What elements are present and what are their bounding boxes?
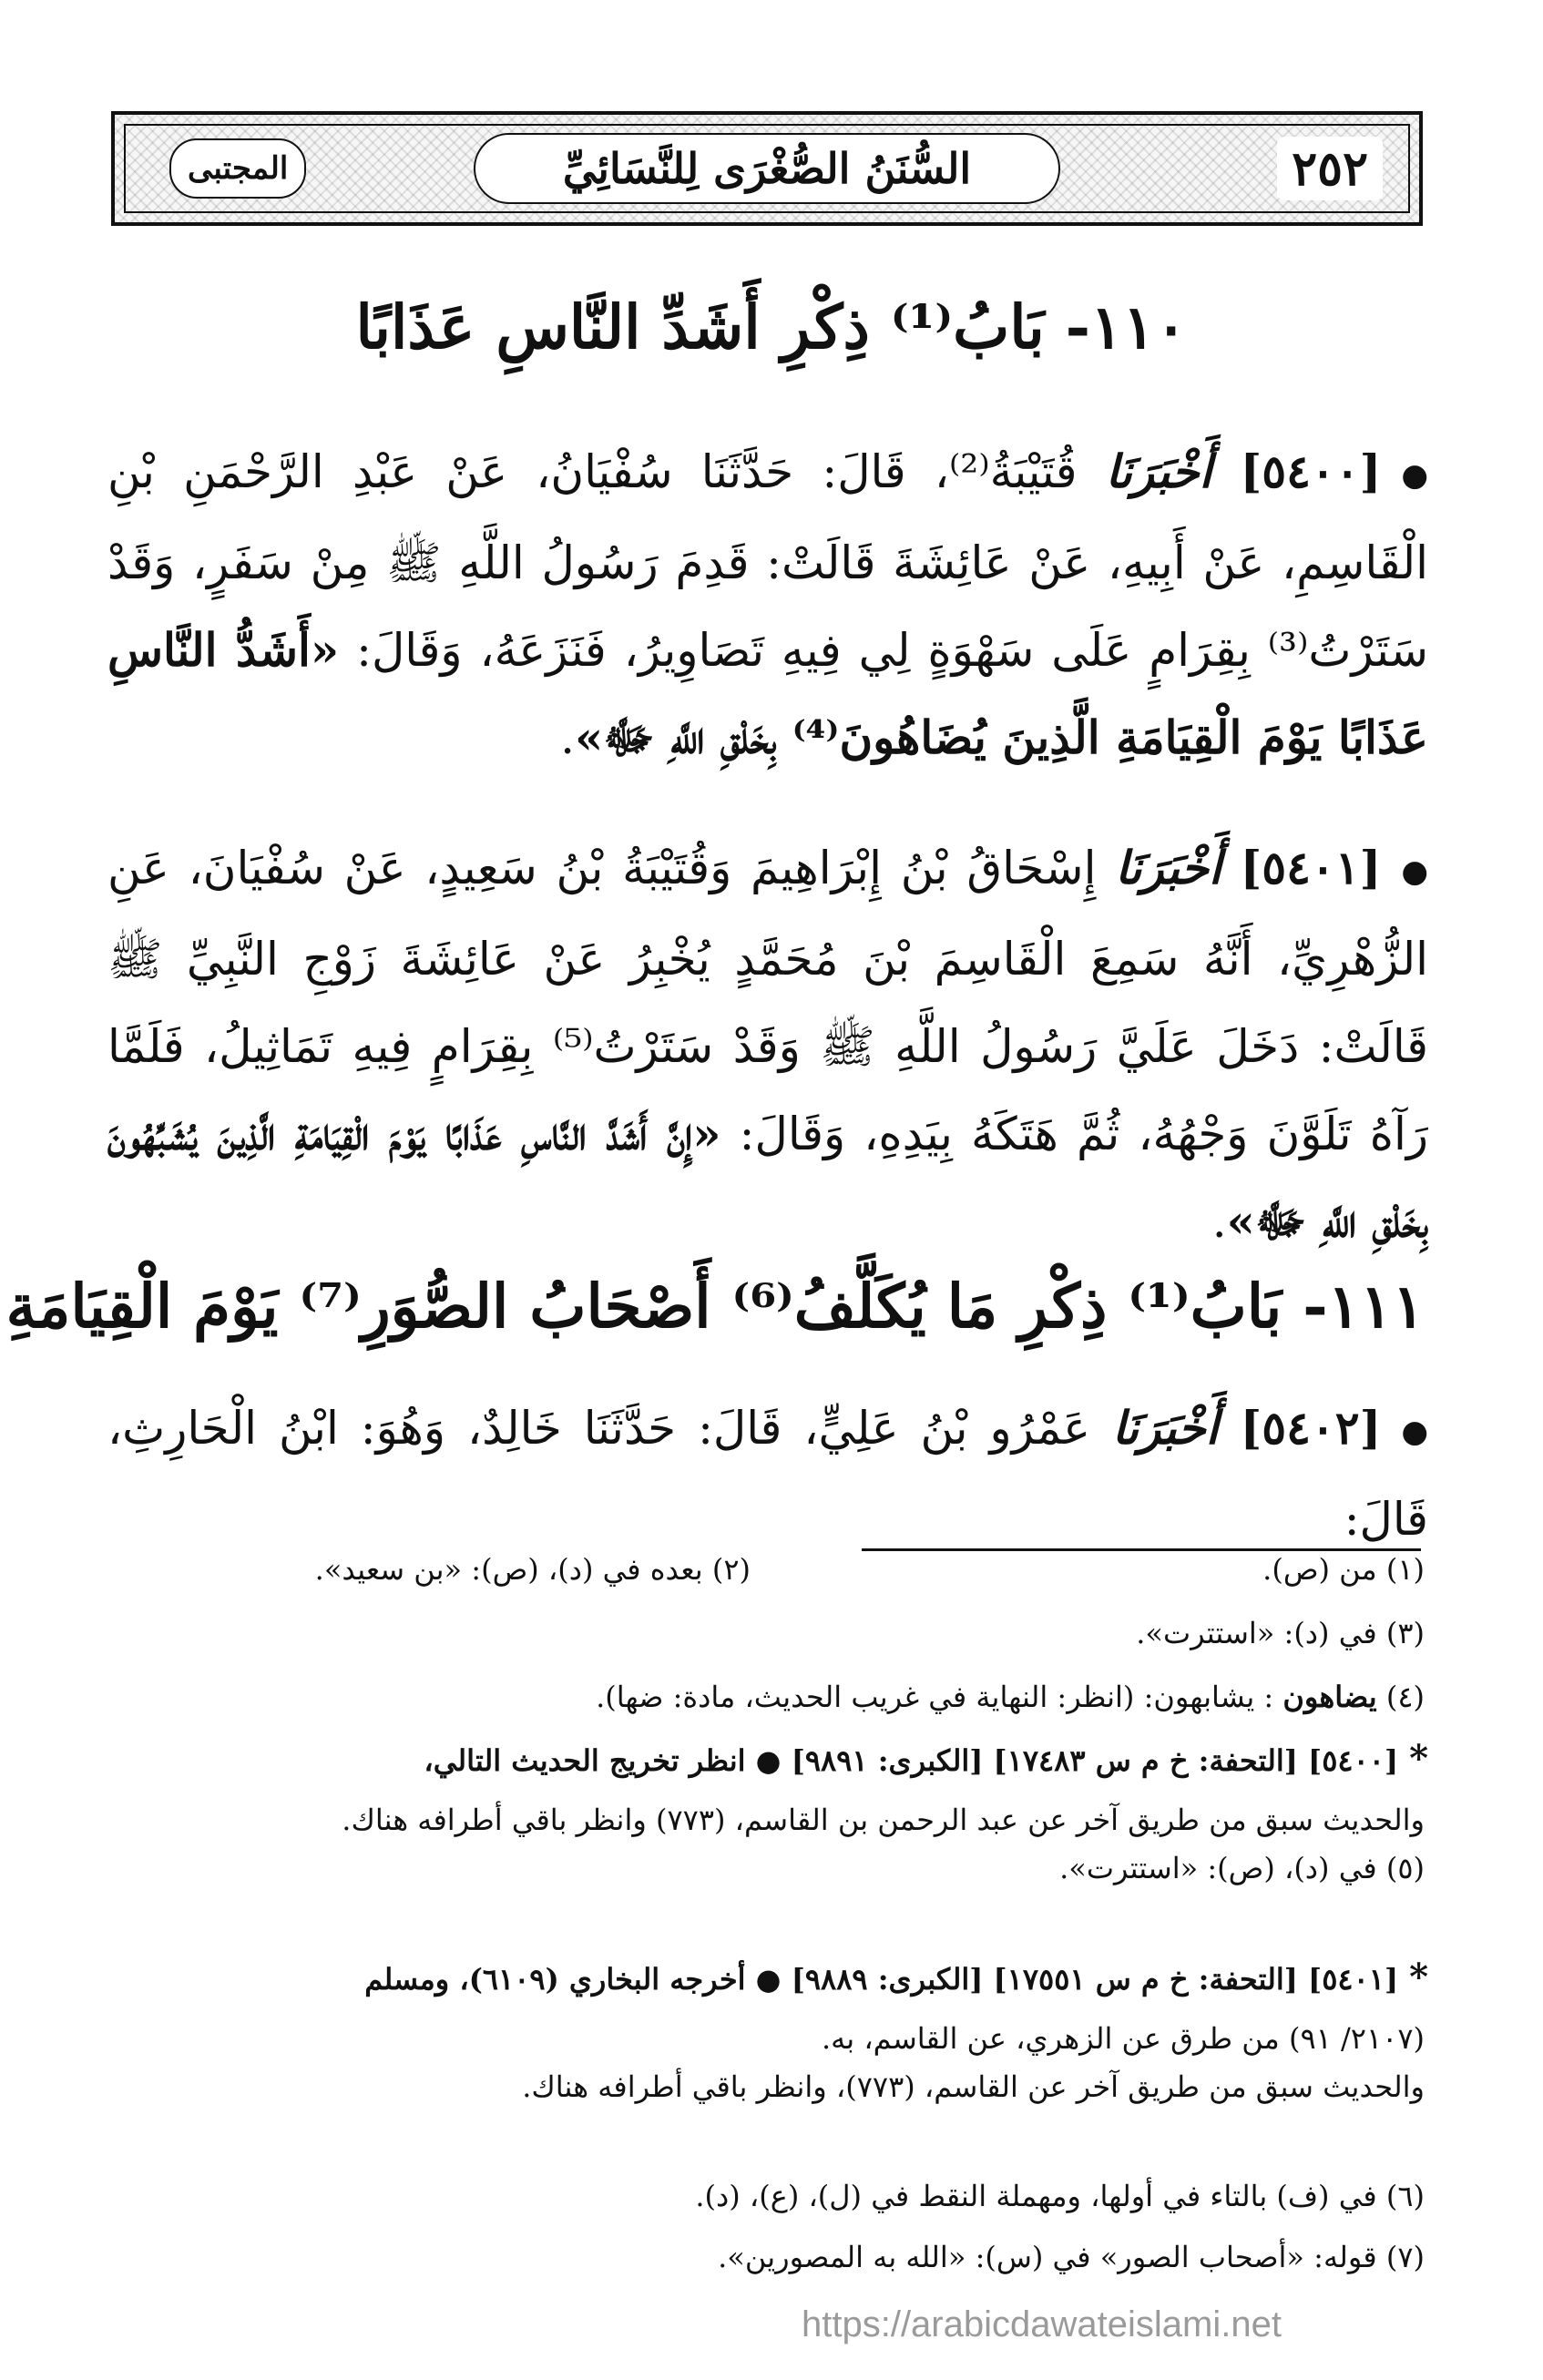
website-watermark: https://arabicdawateislami.net [802, 2304, 1282, 2344]
hadith-matn: «إِنَّ أَشَدَّ النَّاسِ عَذَابًا يَوْمَ الْقِيَامَةِ الَّذِينَ يُشَبِّهُونَ بِخَلْقِ اللَّهِ ﷻ» [107, 1107, 1428, 1248]
hadith-end: . [1211, 1195, 1227, 1248]
footnote-3: (٣) في (د): «استترت». [1136, 1616, 1425, 1650]
hadith-akhbarana: أَخْبَرَنَا [1105, 444, 1212, 498]
takhrij-5400 [424, 1738, 1428, 1782]
takhrij-5401 [364, 1956, 1428, 2000]
book-title: السُّنَنُ الصُّغْرَى لِلنَّسَائِيِّ [474, 133, 1060, 204]
footnote-4-term: يضاهون [1282, 1680, 1377, 1714]
hadith-5400 [107, 428, 1428, 781]
book-side-title: المجتبى [169, 138, 306, 199]
chapter-heading-111: ١١١- بَابُ⁽¹⁾ ذِكْرِ مَا يُكَلَّفُ⁽⁶⁾ أَصْحَابُ الصُّوَرِ⁽⁷⁾ يَوْمَ الْقِيَامَةِ [5, 1271, 1425, 1342]
footnote-5: (٥) في (د)، (ص): «استترت». [1059, 1851, 1425, 1885]
footnote-6: (٦) في (ف) بالتاء في أولها، ومهملة النقط في (ل)، (ع)، (د). [695, 2179, 1425, 2213]
hadith-number: [٥٤٠٠] [1240, 444, 1382, 498]
asterisk-icon: * [1409, 1737, 1428, 1780]
footnote-2: (٢) بعده في (د)، (ص): «بن سعيد». [314, 1552, 751, 1587]
hadith-isnad: عَمْرُو بْنُ عَلِيٍّ، قَالَ: حَدَّثَنَا خَالِدٌ، وَهُوَ: ابْنُ الْحَارِثِ، قَالَ: [107, 1402, 1428, 1546]
page-number: ٢٥٢ [1277, 137, 1383, 200]
chapter-heading-110: ١١٠- بَابُ⁽¹⁾ ذِكْرِ أَشَدِّ النَّاسِ عَذَابًا [355, 291, 1188, 363]
hadith-isnad: إِسْحَاقُ بْنُ إِبْرَاهِيمَ وَقُتَيْبَةُ بْنُ سَعِيدٍ، عَنْ سُفْيَانَ، عَنِ الزُّهْرِيِّ، أَنَّهُ سَمِعَ الْقَاسِمَ بْنَ مُحَمَّدٍ يُخْبِرُ عَنْ عَائِشَةَ زَوْجِ النَّبِيِّ ﷺ قَالَتْ: دَخَلَ عَلَيَّ رَسُولُ اللَّهِ ﷺ وَقَدْ سَتَرْتُ⁽⁵⁾ بِقِرَامٍ فِيهِ تَمَاثِيلُ، فَلَمَّا رَآهُ تَلَوَّنَ وَجْهُهُ، ثُمَّ هَتَكَهُ بِيَدِهِ، وَقَالَ: [107, 842, 1428, 1160]
footnote-7: (٧) قوله: «أصحاب الصور» في (س): «الله به المصورين». [718, 2240, 1425, 2274]
hadith-5401 [107, 824, 1428, 1265]
takhrij-5400-text: [٥٤٠٠] [التحفة: خ م س ١٧٤٨٣] [الكبرى: ٩٨٩١] ● انظر تخريج الحديث التالي، [424, 1743, 1399, 1778]
footnote-4 [596, 1676, 1425, 1718]
hadith-matn: «أَشَدُّ النَّاسِ عَذَابًا يَوْمَ الْقِيَامَةِ الَّذِينَ يُضَاهُونَ⁽⁴⁾ بِخَلْقِ اللَّهِ ﷻ» [107, 623, 1428, 764]
takhrij-5401-line-2: (٢١٠٧/ ٩١) من طرق عن الزهري، عن القاسم، به. [821, 2021, 1425, 2056]
asterisk-icon: * [1409, 1956, 1428, 1998]
hadith-akhbarana: أَخْبَرَنَا [1115, 841, 1221, 894]
hadith-number: [٥٤٠١] [1240, 841, 1382, 894]
hadith-5402 [107, 1384, 1428, 1563]
page-header [111, 111, 1423, 226]
hadith-end: . [560, 711, 576, 764]
takhrij-5401-text: [٥٤٠١] [التحفة: خ م س ١٧٥٥١] [الكبرى: ٩٨٨٩] ● أخرجه البخاري (٦١٠٩)، ومسلم [364, 1962, 1399, 1997]
hadith-isnad: قُتَيْبَةُ⁽²⁾، قَالَ: حَدَّثَنَا سُفْيَانُ، عَنْ عَبْدِ الرَّحْمَنِ بْنِ الْقَاسِمِ، عَنْ أَبِيهِ، عَنْ عَائِشَةَ قَالَتْ: قَدِمَ رَسُولُ اللَّهِ ﷺ مِنْ سَفَرٍ، وَقَدْ سَتَرْتُ⁽³⁾ بِقِرَامٍ عَلَى سَهْوَةٍ لِي فِيهِ تَصَاوِيرُ، فَنَزَعَهُ، وَقَالَ: [107, 445, 1429, 677]
bullet-icon: ● [1401, 853, 1428, 890]
hadith-number: [٥٤٠٢] [1240, 1401, 1382, 1455]
takhrij-5400-line-2: والحديث سبق من طريق آخر عن عبد الرحمن بن القاسم، (٧٧٣) وانظر باقي أطرافه هناك. [342, 1803, 1425, 1837]
hadith-akhbarana: أَخْبَرَنَا [1111, 1401, 1219, 1455]
footnote-4-text: : يشابهون: (انظر: النهاية في غريب الحديث، مادة: ضها). [596, 1680, 1274, 1714]
footnote-1: (١) من (ص). [1262, 1552, 1425, 1587]
footnote-4-number: (٤) [1385, 1680, 1425, 1714]
takhrij-5401-line-3: والحديث سبق من طريق آخر عن القاسم، (٧٧٣)، وانظر باقي أطرافه هناك. [522, 2069, 1425, 2104]
bullet-icon: ● [1401, 1414, 1428, 1450]
bullet-icon: ● [1401, 457, 1428, 494]
